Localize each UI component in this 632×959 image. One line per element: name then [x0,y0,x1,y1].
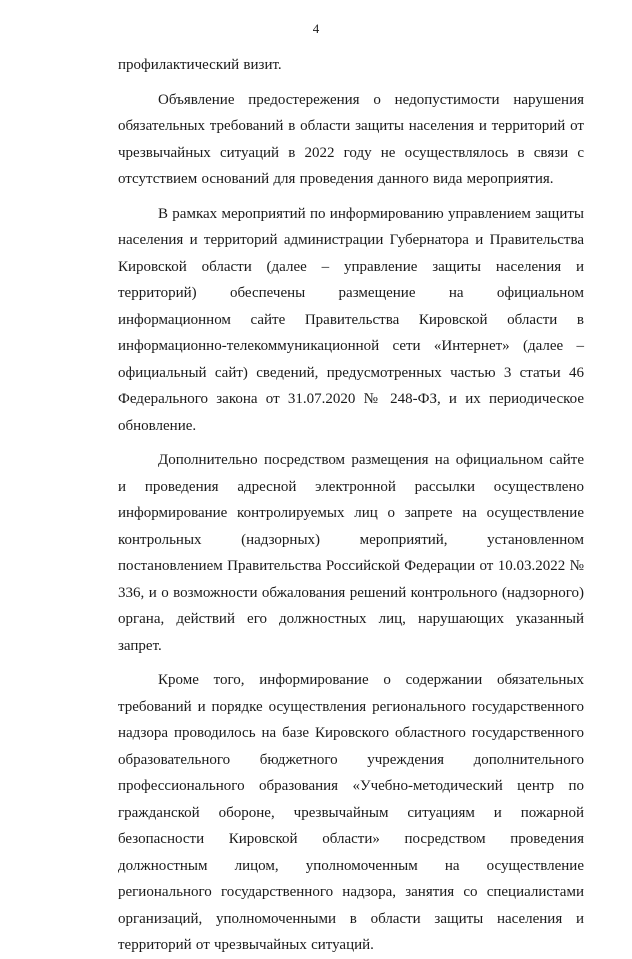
paragraph-continuation: профилактический визит. [118,57,282,73]
paragraph-warning-notice: Объявление предостережения о недопустимости нарушения обязательных требований в области защиты населения и территорий от чрезвычайных ситуаций в 2022 году не осуществлялось в связи с отсутствием оснований для проведения данного вида мероприятия. [118,91,584,187]
page-number: 4 [312,21,320,36]
paragraph-additional-informing: Дополнительно посредством размещения на официальном сайте и проведения адресной электронной рассылки осуществлено информирование контролируемых лиц о запрете на осуществление контрольных (надзорных) мероприятий, установленном постановлением Правительства Российской Федерации от 10.03.2022 № 336, и о возможности обжалования решений контрольного (надзорного) органа, действий его должностных лиц, нарушающих указанный запрет. [118,452,584,654]
paragraph-training-center: Кроме того, информирование о содержании обязательных требований и порядке осуществления регионального государственного надзора проводилось на базе Кировского областного государственного образовательного бюджетного учреждения дополнительного профессионального образования «Учебно-методический центр по гражданской обороне, чрезвычайным ситуациям и пожарной безопасности Кировской области» посредством проведения должностным лицом, уполномоченным на осуществление регионального государственного надзора, занятия со специалистами организаций, уполномоченными в области защиты населения и территорий от чрезвычайных ситуаций. [118,672,584,953]
paragraph-informing-measures: В рамках мероприятий по информированию управлением защиты населения и территорий администрации Губернатора и Правительства Кировской области (далее – управление защиты населения и территорий) обеспечены размещение на официальном информационном сайте Правительства Кировской области в информационно-телекоммуникационной сети «Интернет» (далее – официальный сайт) сведений, предусмотренных частью 3 статьи 46 Федерального закона от 31.07.2020 № 248-ФЗ, и их периодическое обновление. [118,205,584,434]
document-body [118,52,584,959]
